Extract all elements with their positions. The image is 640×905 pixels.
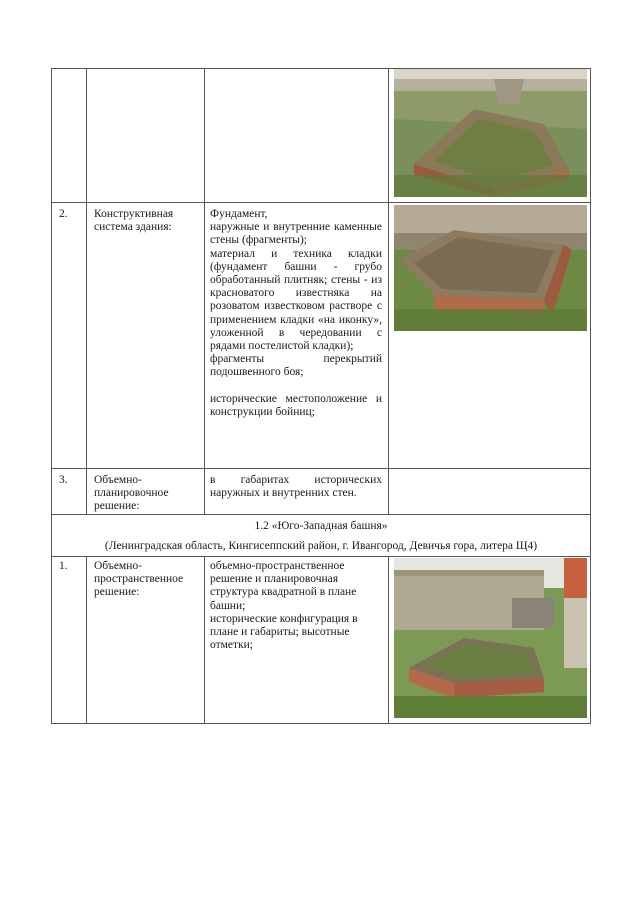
ruin-foundation-photo-1 xyxy=(394,69,587,197)
row-number: 1. xyxy=(59,560,68,572)
tower-foundation-photo xyxy=(394,558,587,718)
ruin-foundation-photo-2 xyxy=(394,205,587,331)
row-number: 2. xyxy=(59,208,68,220)
row-name: Объемно-планировочное решение: xyxy=(94,474,169,513)
section-title: 1.2 «Юго-Западная башня» xyxy=(254,520,388,532)
table-row xyxy=(51,68,591,202)
row-description: объемно-пространственное решение и планировочная структура квадратной в плане башни; исторические конфигурация в плане и габариты; высотные отметки; xyxy=(210,560,358,652)
table-border-bottom xyxy=(51,723,591,724)
row-name: Объемно-пространственное решение: xyxy=(94,560,184,599)
table-row xyxy=(51,468,591,514)
row-number: 3. xyxy=(59,474,68,486)
table-row xyxy=(51,556,591,723)
row-name: Конструктивная система здания: xyxy=(94,208,174,234)
row-divider xyxy=(51,514,591,515)
table-row xyxy=(51,202,591,468)
section-address: (Ленинградская область, Кингисеппский район, г. Ивангород, Девичья гора, литера Щ4) xyxy=(104,540,538,552)
row-description: в габаритах исторических наружных и внутренних стен. xyxy=(210,474,382,500)
row-description: Фундамент, наружные и внутренние каменные стены (фрагменты); материал и техника кладки (фундамент башни - грубо обработанный плитняк; стены - из красноватого известняка на розоватом известковом растворе с применением кладки «на иконку», уложенной в чередовании с рядами постелистой кладки); фрагменты перекрытий подошвенного боя; исторические местоположение и конструкции бойниц; xyxy=(210,208,382,419)
